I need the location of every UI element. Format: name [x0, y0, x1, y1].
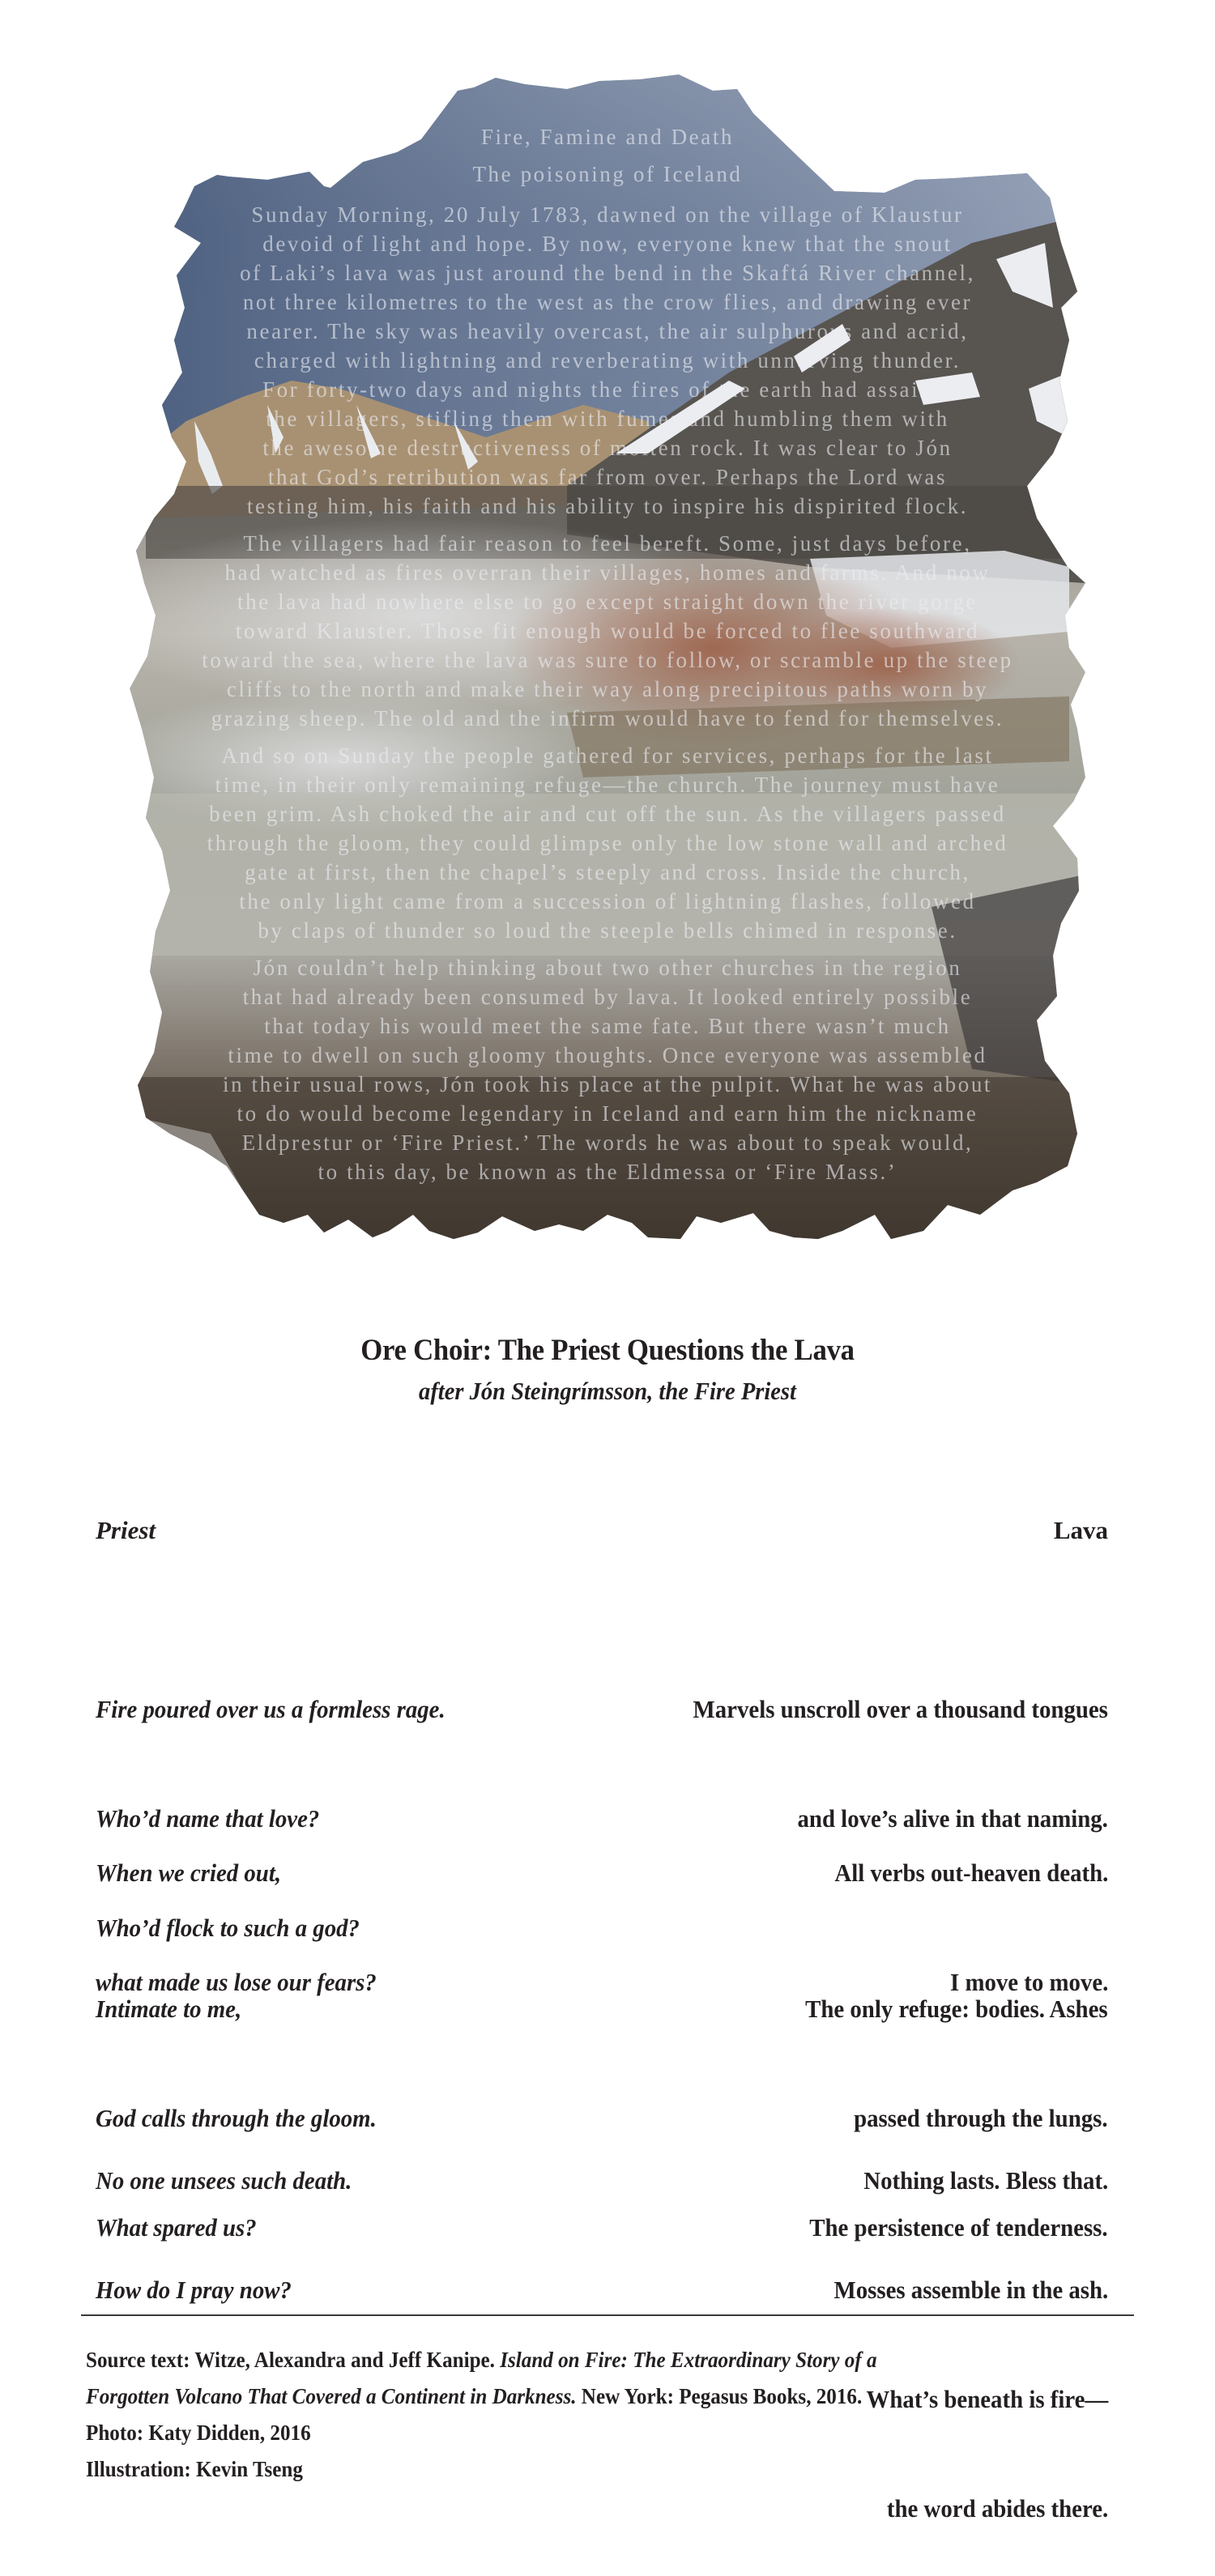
- erasure-line: of Laki’s lava was just around the bend in the Skaftá River channel,: [240, 261, 975, 285]
- erasure-line: For forty-two days and nights the fires of the earth had assailed: [262, 377, 953, 402]
- stanza-lava-4: [833, 2089, 1108, 2563]
- source-book-title: Island on Fire: The Extraordinary Story of a: [500, 2348, 877, 2372]
- erasure-line: through the gloom, they could glimpse only the low stone wall and arched: [207, 831, 1008, 855]
- erasure-line: Jón couldn’t help thinking about two other churches in the region: [253, 956, 962, 980]
- erasure-line: Fire, Famine and Death: [480, 125, 735, 149]
- poem-line: Who’d name that love?: [96, 1804, 320, 1833]
- erasure-line: nearer. The sky was heavily overcast, the air sulphurous and acrid,: [246, 319, 969, 343]
- credits: [86, 2342, 1081, 2488]
- poem-line: Intimate to me,: [96, 1995, 242, 2023]
- erasure-line: Eldprestur or ‘Fire Priest.’ The words he was about to speak would,: [241, 1130, 974, 1155]
- photo-credit: Photo: Katy Didden, 2016: [86, 2421, 311, 2445]
- erasure-line: The poisoning of Iceland: [472, 162, 743, 186]
- poem-subtitle: after Jón Steingrímsson, the Fire Priest: [419, 1377, 796, 1405]
- erasure-source-text: [0, 0, 1215, 1263]
- erasure-line: the only light came from a succession of lightning flashes, followed: [239, 889, 976, 913]
- poem-title: Ore Choir: The Priest Questions the Lava: [360, 1334, 855, 1367]
- poem-line: The persistence of tenderness.: [809, 2213, 1108, 2242]
- erasure-line: And so on Sunday the people gathered for services, perhaps for the last: [221, 743, 994, 768]
- poem-line: God calls through the gloom.: [96, 2104, 377, 2132]
- poem-line: What’s beneath is fire—: [866, 2385, 1108, 2413]
- poem-line: All verbs out-heaven death.: [834, 1859, 1108, 1887]
- erasure-line: the awesome destructiveness of molten rock. It was clear to Jón: [262, 436, 953, 460]
- erasure-line: that had already been consumed by lava. It looked entirely possible: [242, 985, 973, 1009]
- source-citation-cont: [86, 2378, 1081, 2415]
- source-publisher: New York: Pegasus Books, 2016.: [576, 2384, 863, 2408]
- erasure-line: been grim. Ash choked the air and cut off the sun. As the villagers passed: [209, 802, 1006, 826]
- poem-line: and love’s alive in that naming.: [797, 1804, 1108, 1833]
- erasure-line: that today his would meet the same fate. But there wasn’t much: [264, 1014, 951, 1038]
- erasure-line: time, in their only remaining refuge—the church. The journey must have: [215, 773, 1000, 797]
- erasure-line: had watched as fires overran their villages, homes and farms. And now: [224, 560, 991, 585]
- poem-line: Marvels unscroll over a thousand tongues: [693, 1695, 1108, 1723]
- erasure-line: testing him, his faith and his ability to inspire his dispirited flock.: [246, 494, 969, 518]
- stanza-priest-4: [96, 2089, 352, 2344]
- source-book-title-cont: Forgotten Volcano That Covered a Continent in Darkness.: [86, 2384, 577, 2408]
- erasure-line: cliffs to the north and make their way along precipitous paths worn by: [226, 677, 989, 701]
- erasure-line: in their usual rows, Jón took his place at the pulpit. What he was about: [222, 1072, 993, 1096]
- erasure-line: to this day, be known as the Eldmessa or ‘Fire Mass.’: [318, 1160, 897, 1184]
- voice-label-lava: Lava: [1053, 1516, 1108, 1544]
- erasure-line: toward the sea, where the lava was sure to follow, or scramble up the steep: [202, 648, 1013, 672]
- erasure-line: Sunday Morning, 20 July 1783, dawned on the village of Klaustur: [251, 202, 964, 227]
- erasure-line: grazing sheep. The old and the infirm would have to fend for themselves.: [211, 706, 1004, 730]
- erasure-line: the lava had nowhere else to go except straight down the river gorge: [237, 590, 978, 614]
- poem-line: When we cried out,: [96, 1859, 282, 1887]
- poem-line: What spared us?: [96, 2213, 257, 2242]
- poem-line: Who’d flock to such a god?: [96, 1914, 360, 1942]
- erasure-line: not three kilometres to the west as the crow flies, and drawing ever: [242, 290, 973, 314]
- erasure-line: charged with lightning and reverberating with unnerving thunder.: [254, 348, 961, 373]
- poem-line: Mosses assemble in the ash.: [833, 2276, 1108, 2304]
- erasure-line: to do would become legendary in Iceland and earn him the nickname: [237, 1101, 978, 1126]
- erasure-line: gate at first, then the chapel’s steeply and cross. Inside the church,: [245, 860, 970, 884]
- erasure-line: that God’s retribution was far from over. Perhaps the Lord was: [267, 465, 948, 489]
- source-citation: [86, 2342, 1081, 2378]
- erasure-artwork: [0, 0, 1215, 1263]
- poem-line: Fire poured over us a formless rage.: [96, 1695, 446, 1723]
- poem-line: I move to move.: [949, 1968, 1108, 1996]
- erasure-line: by claps of thunder so loud the steeple bells chimed in response.: [258, 918, 957, 943]
- erasure-line: time to dwell on such gloomy thoughts. Once everyone was assembled: [228, 1043, 987, 1067]
- erasure-line: toward Klauster. Those fit enough would be forced to flee southward: [235, 619, 980, 643]
- erasure-line: the villagers, stifling them with fumes and humbling them with: [266, 407, 949, 431]
- poem-line: the word abides there.: [886, 2494, 1108, 2523]
- poem-line: passed through the lungs.: [854, 2104, 1108, 2132]
- divider-rule: [81, 2314, 1134, 2316]
- illustration-credit: Illustration: Kevin Tseng: [86, 2457, 303, 2481]
- poem-line: The only refuge: bodies. Ashes: [805, 1995, 1108, 2023]
- source-prefix: Source text: Witze, Alexandra and Jeff Kanipe.: [86, 2348, 501, 2372]
- poem-line: How do I pray now?: [96, 2276, 292, 2304]
- voice-label-priest: Priest: [96, 1516, 156, 1544]
- poem-line: what made us lose our fears?: [96, 1968, 377, 1996]
- erasure-line: The villagers had fair reason to feel bereft. Some, just days before,: [243, 531, 972, 556]
- poem-line: No one unsees such death.: [96, 2166, 352, 2195]
- poem-line: Nothing lasts. Bless that.: [863, 2166, 1108, 2195]
- erasure-line: devoid of light and hope. By now, everyone knew that the snout: [262, 232, 953, 256]
